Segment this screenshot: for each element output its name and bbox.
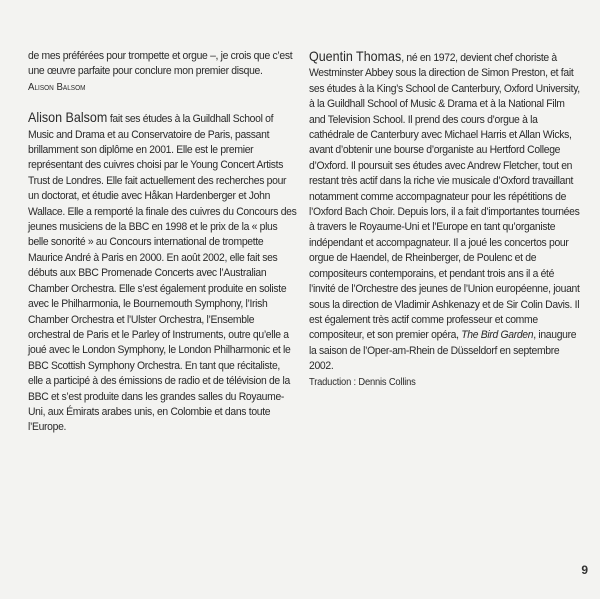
right-column xyxy=(309,49,581,390)
bio-name: Quentin Thomas xyxy=(309,49,402,64)
bio-text-end: , inaugure la saison de l’Oper-am-Rhein de Düsseldorf en septembre 2002. xyxy=(309,329,577,373)
opera-title: The Bird Garden xyxy=(461,329,534,342)
quote-ending: de mes préférées pour trompette et orgue –, je crois que c’est une œuvre parfaite pour conclure mon premier disque. xyxy=(28,50,293,78)
bio-text: , né en 1972, devient chef choriste à Westminster Abbey sous la direction de Simon Preston, et fait ses études à la King’s School de Canterbury, Oxford University, à la Guildhall School of Music & Drama et à la National Film and Television School. Il prend des cours d’orgue à la cathédrale de Canterbury avec Michael Harris et Allan Wicks, avant d’obtenir une bourse d’organiste au Hertford College d’Oxford. Il poursuit ses études avec Andrew Fletcher, tout en restant très actif dans la riche vie musicale d’Oxford travaillant notamment comme accompagnateur pour les répétitions de l’Oxford Bach Choir. Depuis lors, il a fait d’importantes tournées à travers le Royaume-Uni et l’Europe en tant qu’organiste indépendant et accompagnateur. Il a joué les concertos pour orgue de Haendel, de Rheinberger, de Poulenc et de compositeurs contemporains, et pendant trois ans il a été l’invité de l’Orchestre des jeunes de l’Union européenne, jouant sous la direction de Vladimir Ashkenazy et de Sir Colin Davis. Il est également très actif comme professeur et comme compositeur, et son premier opéra, xyxy=(309,52,580,342)
bio-name: Alison Balsom xyxy=(28,110,108,126)
translation-credit: Traduction : Dennis Collins xyxy=(309,376,416,388)
page-number: 9 xyxy=(581,563,588,577)
bio-text: fait ses études à la Guildhall School of Music and Drama et au Conservatoire de Paris, passant brillamment son diplôme en 2001. Elle est le premier représentant des cuivres choisi par le Young Concert Artists Trust de Londres. Elle fait actuellement des recherches pour un doctorat, et étudie avec Håkan Hardenberger et John Wallace. Elle a remporté la finale des cuivres du Concours des jeunes musiciens de la BBC en 1998 et le prix de la « plus belle sonorité » au Concours international de trompette Maurice André à Paris en 2000. En août 2002, elle fait ses débuts aux BBC Promenade Concerts avec l’Australian Chamber Orchestra. Elle s’est également produite en soliste avec le Philharmonia, le Bournemouth Symphony, l’Irish Chamber Orchestra et l’Ulster Orchestra, l’Ensemble orchestral de Paris et le Parley of Instruments, outre qu’elle a joué avec le London Symphony, le London Philharmonic et le BBC Scottish Symphony Orchestra. En tant que récitaliste, elle a participé à des émissions de radio et de télévision de la BBC et s’est produite dans les grandes salles du Royaume-Uni, aux Émirats arabes unis, en Colombie et dans toute l’Europe. xyxy=(28,113,297,434)
left-column xyxy=(28,49,297,436)
bio-quentin-thomas xyxy=(309,49,581,375)
quote-signature: Alison Balsom xyxy=(28,80,86,93)
bio-alison-balsom xyxy=(28,110,297,436)
